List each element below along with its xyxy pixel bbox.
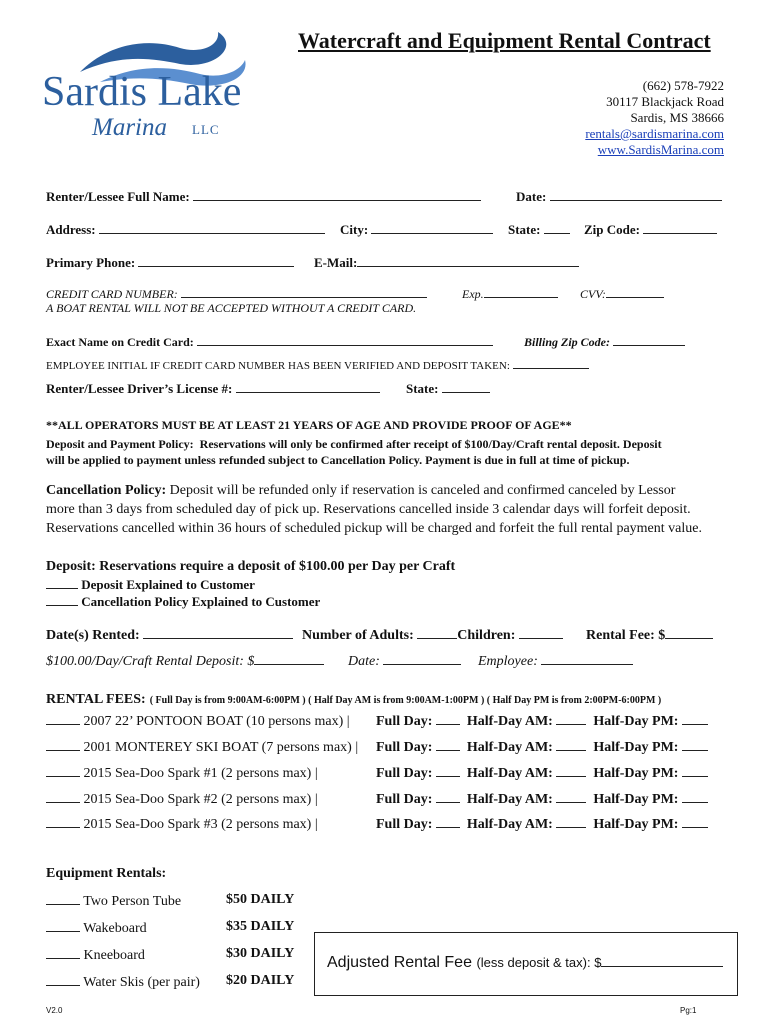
half-am-field[interactable] xyxy=(556,712,586,725)
deposit-explained-label: Deposit Explained to Customer xyxy=(81,577,255,592)
license-label: Renter/Lessee Driver’s License #: xyxy=(46,381,233,396)
day-deposit-label: $100.00/Day/Craft Rental Deposit: $ xyxy=(46,654,255,669)
full-day-label: Full Day: xyxy=(376,792,433,807)
equipment-price: $30 DAILY xyxy=(226,946,295,961)
rental-fees-heading-row xyxy=(46,690,661,708)
logo-llc: LLC xyxy=(192,122,220,137)
rental-fee-row xyxy=(586,626,713,644)
cancel-explained-label: Cancellation Policy Explained to Customer xyxy=(81,594,321,609)
fee-option-row xyxy=(376,738,708,756)
equipment-name: Water Skis (per pair) xyxy=(83,975,200,990)
full-day-label: Full Day: xyxy=(376,740,433,755)
deposit-explained-row xyxy=(46,576,255,593)
craft-row xyxy=(46,712,350,730)
half-pm-field[interactable] xyxy=(682,764,708,777)
rental-fee-field[interactable] xyxy=(665,626,713,639)
half-am-field[interactable] xyxy=(556,738,586,751)
children-label: Children: xyxy=(457,628,516,643)
employee-label: Employee: xyxy=(478,654,538,669)
cancel-policy-line2: more than 3 days from scheduled day of pick up. Reservations cancelled inside 3 calendar days will forfeit deposit. xyxy=(46,502,691,517)
equipment-price: $50 DAILY xyxy=(226,892,295,907)
license-state-row xyxy=(406,380,490,397)
contact-street: 30117 Blackjack Road xyxy=(606,94,724,109)
half-pm-field[interactable] xyxy=(682,712,708,725)
half-pm-field[interactable] xyxy=(682,815,708,828)
craft-check[interactable] xyxy=(46,764,80,777)
fee-option-row xyxy=(376,764,708,782)
cancel-explained-check[interactable] xyxy=(46,593,78,606)
state-label: State: xyxy=(508,222,541,237)
footer-version: V2.0 xyxy=(46,1006,63,1015)
full-day-label: Full Day: xyxy=(376,817,433,832)
email-field[interactable] xyxy=(357,254,579,267)
equipment-name: Two Person Tube xyxy=(83,894,182,909)
email-label: E-Mail: xyxy=(314,255,358,270)
cvv-field[interactable] xyxy=(606,285,664,298)
fee-option-row xyxy=(376,712,708,730)
equipment-check[interactable] xyxy=(46,919,80,932)
equipment-item xyxy=(46,946,145,964)
craft-label: 2015 Sea-Doo Spark #3 (2 persons max) | xyxy=(83,817,318,832)
half-pm-label: Half-Day PM: xyxy=(593,714,679,729)
equipment-check[interactable] xyxy=(46,946,80,959)
half-am-field[interactable] xyxy=(556,790,586,803)
day-deposit-row xyxy=(46,652,324,670)
renter-name-row xyxy=(46,188,481,205)
cancel-explained-row xyxy=(46,593,320,610)
zip-row xyxy=(584,221,717,238)
contact-web[interactable]: www.SardisMarina.com xyxy=(597,142,724,157)
date-label: Date: xyxy=(516,189,547,204)
deposit-explained-check[interactable] xyxy=(46,576,78,589)
employee-initial-label: EMPLOYEE INITIAL IF CREDIT CARD NUMBER HAS BEEN VERIFIED AND DEPOSIT TAKEN: xyxy=(46,360,510,372)
cc-field[interactable] xyxy=(181,285,427,298)
exact-name-row xyxy=(46,333,493,350)
craft-label: 2001 MONTEREY SKI BOAT (7 persons max) | xyxy=(83,740,359,755)
deposit-date-row xyxy=(348,652,461,670)
license-state-label: State: xyxy=(406,381,439,396)
license-state-field[interactable] xyxy=(442,380,490,393)
equipment-item xyxy=(46,973,200,991)
adjusted-fee-note: (less deposit & tax): $ xyxy=(476,955,602,970)
full-day-field[interactable] xyxy=(436,738,460,751)
equipment-item xyxy=(46,919,147,937)
date-field[interactable] xyxy=(550,188,722,201)
craft-label: 2007 22’ PONTOON BOAT (10 persons max) | xyxy=(83,714,350,729)
craft-row xyxy=(46,764,318,782)
employee-initial-row xyxy=(46,358,589,372)
craft-label: 2015 Sea-Doo Spark #1 (2 persons max) | xyxy=(83,766,318,781)
craft-check[interactable] xyxy=(46,790,80,803)
full-day-field[interactable] xyxy=(436,790,460,803)
full-day-field[interactable] xyxy=(436,764,460,777)
license-field[interactable] xyxy=(236,380,380,393)
contact-city: Sardis, MS 38666 xyxy=(630,110,724,125)
equipment-heading: Equipment Rentals: xyxy=(46,866,167,881)
exact-name-field[interactable] xyxy=(197,333,493,346)
half-pm-field[interactable] xyxy=(682,738,708,751)
dates-rented-field[interactable] xyxy=(143,626,293,639)
half-am-label: Half-Day AM: xyxy=(466,766,553,781)
adults-field[interactable] xyxy=(417,626,457,639)
footer-page: Pg:1 xyxy=(680,1006,697,1015)
half-pm-label: Half-Day PM: xyxy=(593,766,679,781)
adults-row xyxy=(302,626,563,644)
deposit-date-label: Date: xyxy=(348,654,380,669)
renter-name-label: Renter/Lessee Full Name: xyxy=(46,189,190,204)
rental-fees-heading: RENTAL FEES: xyxy=(46,692,146,707)
cc-notice: A BOAT RENTAL WILL NOT BE ACCEPTED WITHOUT A CREDIT CARD. xyxy=(46,301,417,315)
half-pm-label: Half-Day PM: xyxy=(593,740,679,755)
age-notice: **ALL OPERATORS MUST BE AT LEAST 21 YEARS OF AGE AND PROVIDE PROOF OF AGE** xyxy=(46,418,572,432)
full-day-label: Full Day: xyxy=(376,714,433,729)
deposit-date-field[interactable] xyxy=(383,652,461,665)
half-pm-label: Half-Day PM: xyxy=(593,817,679,832)
adjusted-fee-box xyxy=(314,932,738,996)
children-field[interactable] xyxy=(519,626,563,639)
contact-email[interactable]: rentals@sardismarina.com xyxy=(585,126,724,141)
billing-zip-row xyxy=(524,333,685,350)
half-am-label: Half-Day AM: xyxy=(466,792,553,807)
date-row xyxy=(516,188,722,205)
logo-sub: Marina xyxy=(92,114,167,141)
equipment-check[interactable] xyxy=(46,892,80,905)
cc-row xyxy=(46,285,427,302)
phone-field[interactable] xyxy=(138,254,294,267)
equipment-price: $20 DAILY xyxy=(226,973,295,988)
equipment-check[interactable] xyxy=(46,973,80,986)
craft-check[interactable] xyxy=(46,712,80,725)
billing-zip-label: Billing Zip Code: xyxy=(524,335,611,349)
city-field[interactable] xyxy=(371,221,493,234)
cancel-policy-line1 xyxy=(46,483,675,499)
dates-rented-row xyxy=(46,626,293,644)
craft-row xyxy=(46,790,318,808)
deposit-policy-line2: will be applied to payment unless refunded subject to Cancellation Policy. Payment is due in full at time of pickup. xyxy=(46,453,630,467)
employee-initial-field[interactable] xyxy=(513,358,589,369)
renter-name-field[interactable] xyxy=(193,188,481,201)
adjusted-fee-row xyxy=(327,954,723,972)
equipment-item xyxy=(46,892,181,910)
exact-name-label: Exact Name on Credit Card: xyxy=(46,335,194,349)
city-label: City: xyxy=(340,222,369,237)
cancel-policy-text1: Deposit will be refunded only if reservation is canceled and confirmed canceled by Lessor xyxy=(169,483,676,498)
rental-fee-label: Rental Fee: $ xyxy=(586,628,666,643)
city-row xyxy=(340,221,493,238)
adjusted-fee-field[interactable] xyxy=(601,954,723,967)
adjusted-fee-label: Adjusted Rental Fee xyxy=(327,954,472,971)
cancel-policy-line3: Reservations cancelled within 36 hours of scheduled pickup will be charged and forfeit the full rental payment value. xyxy=(46,521,702,536)
state-field[interactable] xyxy=(544,221,570,234)
deposit-policy-text1: Reservations will only be confirmed after receipt of $100/Day/Craft rental deposit. Deposit xyxy=(199,437,662,451)
cc-label: CREDIT CARD NUMBER: xyxy=(46,287,178,301)
half-am-label: Half-Day AM: xyxy=(466,714,553,729)
full-day-field[interactable] xyxy=(436,712,460,725)
half-am-label: Half-Day AM: xyxy=(466,817,553,832)
equipment-name: Wakeboard xyxy=(83,921,147,936)
exp-field[interactable] xyxy=(484,285,558,298)
page-title: Watercraft and Equipment Rental Contract xyxy=(298,28,711,53)
rental-fees-note: ( Full Day is from 9:00AM-6:00PM ) ( Half Day AM is from 9:00AM-1:00PM ) ( Half Day PM is from 2:00PM-6:00PM ) xyxy=(149,695,662,706)
deposit-heading: Deposit: Reservations require a deposit of $100.00 per Day per Craft xyxy=(46,559,456,574)
craft-check[interactable] xyxy=(46,738,80,751)
half-pm-field[interactable] xyxy=(682,790,708,803)
exp-row xyxy=(462,285,558,302)
logo xyxy=(40,24,280,144)
craft-row xyxy=(46,738,358,756)
fee-option-row xyxy=(376,815,708,833)
address-field[interactable] xyxy=(99,221,325,234)
phone-label: Primary Phone: xyxy=(46,255,136,270)
address-row xyxy=(46,221,325,238)
zip-label: Zip Code: xyxy=(584,222,640,237)
deposit-policy-label: Deposit and Payment Policy: xyxy=(46,437,194,451)
zip-field[interactable] xyxy=(643,221,717,234)
equipment-price: $35 DAILY xyxy=(226,919,295,934)
full-day-field[interactable] xyxy=(436,815,460,828)
deposit-policy-line1 xyxy=(46,437,662,452)
phone-row xyxy=(46,254,294,271)
employee-row xyxy=(478,652,633,670)
equipment-name: Kneeboard xyxy=(83,948,145,963)
craft-row xyxy=(46,815,318,833)
state-row xyxy=(508,221,570,238)
half-am-field[interactable] xyxy=(556,815,586,828)
full-day-label: Full Day: xyxy=(376,766,433,781)
cvv-label: CVV: xyxy=(580,287,606,301)
day-deposit-field[interactable] xyxy=(254,652,324,665)
logo-name: Sardis Lake xyxy=(42,69,242,115)
craft-check[interactable] xyxy=(46,815,80,828)
half-am-label: Half-Day AM: xyxy=(466,740,553,755)
contact-phone: (662) 578-7922 xyxy=(642,78,724,93)
license-row xyxy=(46,380,380,397)
billing-zip-field[interactable] xyxy=(613,333,685,346)
half-pm-label: Half-Day PM: xyxy=(593,792,679,807)
craft-label: 2015 Sea-Doo Spark #2 (2 persons max) | xyxy=(83,792,318,807)
cvv-row xyxy=(580,285,664,302)
exp-label: Exp. xyxy=(462,287,484,301)
fee-option-row xyxy=(376,790,708,808)
address-label: Address: xyxy=(46,222,96,237)
email-row xyxy=(314,254,579,271)
dates-rented-label: Date(s) Rented: xyxy=(46,628,140,643)
adults-label: Number of Adults: xyxy=(302,628,414,643)
half-am-field[interactable] xyxy=(556,764,586,777)
cancel-policy-label: Cancellation Policy: xyxy=(46,483,167,498)
employee-field[interactable] xyxy=(541,652,633,665)
